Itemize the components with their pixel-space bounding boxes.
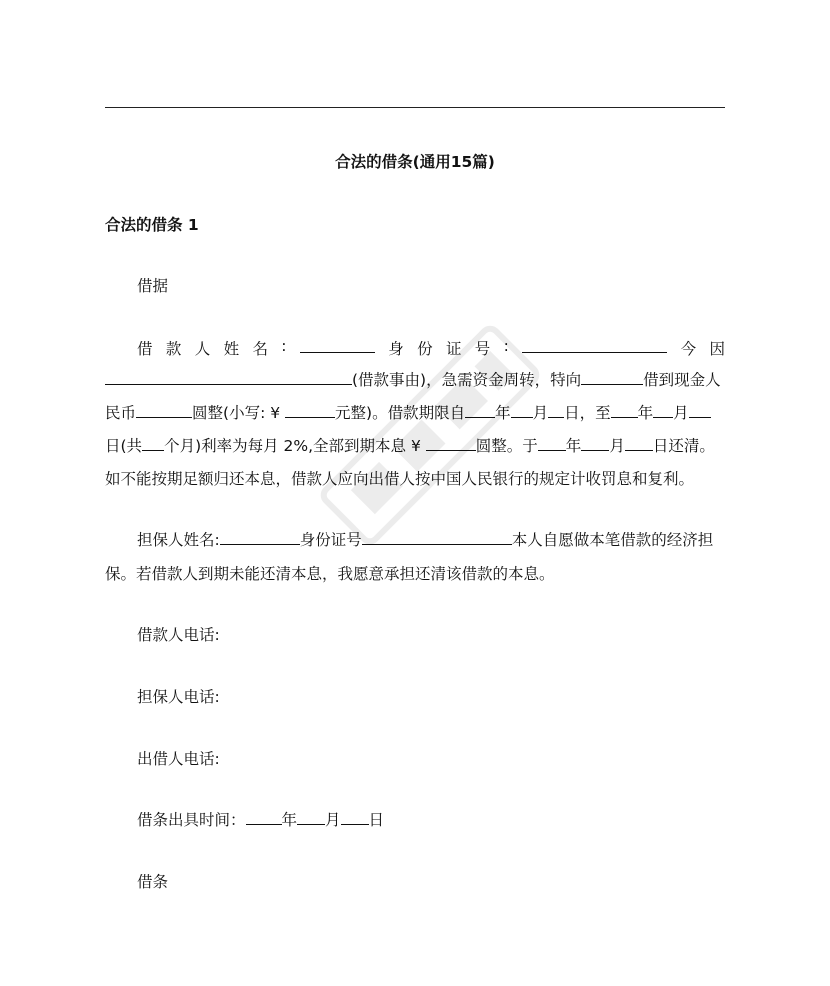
- char: 证: [445, 340, 462, 358]
- char: 姓: [223, 340, 240, 358]
- char: 借: [137, 340, 153, 358]
- repay-year-blank[interactable]: [538, 435, 566, 451]
- start-day-blank[interactable]: [548, 402, 564, 418]
- lender-phone: 出借人电话:: [137, 750, 220, 768]
- issue-year-blank[interactable]: [246, 809, 282, 825]
- borrower-phone: 借款人电话:: [137, 626, 220, 644]
- guarantor-line: 担保人姓名: 身份证号 本人自愿做本笔借款的经济担: [137, 531, 714, 549]
- guarantee-statement: 保。若借款人到期未能还清本息，我愿意承担还清该借款的本息。: [105, 565, 555, 583]
- issue-day-blank[interactable]: [341, 809, 369, 825]
- amount-lower-blank[interactable]: [285, 402, 335, 418]
- char: 因: [709, 340, 725, 358]
- total-amount-blank[interactable]: [426, 435, 476, 451]
- guarantor-name-blank[interactable]: [220, 529, 300, 545]
- char: 号: [474, 340, 491, 358]
- char: :: [503, 337, 509, 355]
- label-jietiao: 借条: [137, 873, 169, 891]
- label-jieju: 借据: [137, 277, 169, 295]
- amount-line: 民币 圆整(小写: ¥ 元整)。借款期限自 年 月 日，至 年 月: [105, 401, 725, 423]
- end-day-blank[interactable]: [689, 402, 711, 418]
- loan-reason-blank[interactable]: [105, 369, 352, 385]
- char: 今: [680, 340, 697, 358]
- lender-blank[interactable]: [581, 369, 643, 385]
- header-rule: [105, 107, 725, 108]
- borrower-name-line: [137, 337, 725, 359]
- interest-line: 日(共 个月)利率为每月 2%,全部到期本息 ¥ 圆整。于 年 月 日还清。: [105, 437, 715, 455]
- repay-month-blank[interactable]: [581, 435, 609, 451]
- char: 名: [252, 340, 268, 358]
- section-heading: 合法的借条 1: [105, 216, 199, 234]
- months-blank[interactable]: [142, 435, 164, 451]
- char: 份: [417, 340, 433, 358]
- char: :: [281, 337, 287, 355]
- loan-reason-line: (借款事由)，急需资金周转，特向 借到现金人: [105, 368, 725, 390]
- char: 身: [388, 340, 404, 358]
- repay-day-blank[interactable]: [625, 435, 653, 451]
- amount-upper-blank[interactable]: [136, 402, 192, 418]
- start-year-blank[interactable]: [465, 402, 495, 418]
- start-month-blank[interactable]: [511, 402, 533, 418]
- char: 人: [194, 340, 211, 358]
- issue-month-blank[interactable]: [297, 809, 325, 825]
- borrower-name-blank[interactable]: [300, 337, 375, 353]
- borrower-id-blank[interactable]: [522, 337, 667, 353]
- issue-time-line: 借条出具时间： 年 月 日: [137, 811, 385, 829]
- end-month-blank[interactable]: [653, 402, 673, 418]
- guarantor-id-blank[interactable]: [362, 529, 512, 545]
- document-title: 合法的借条(通用15篇): [335, 153, 495, 171]
- end-year-blank[interactable]: [611, 402, 638, 418]
- penalty-line: 如不能按期足额归还本息，借款人应向出借人按中国人民银行的规定计收罚息和复利。: [105, 470, 695, 488]
- char: 款: [165, 340, 182, 358]
- guarantor-phone: 担保人电话:: [137, 688, 220, 706]
